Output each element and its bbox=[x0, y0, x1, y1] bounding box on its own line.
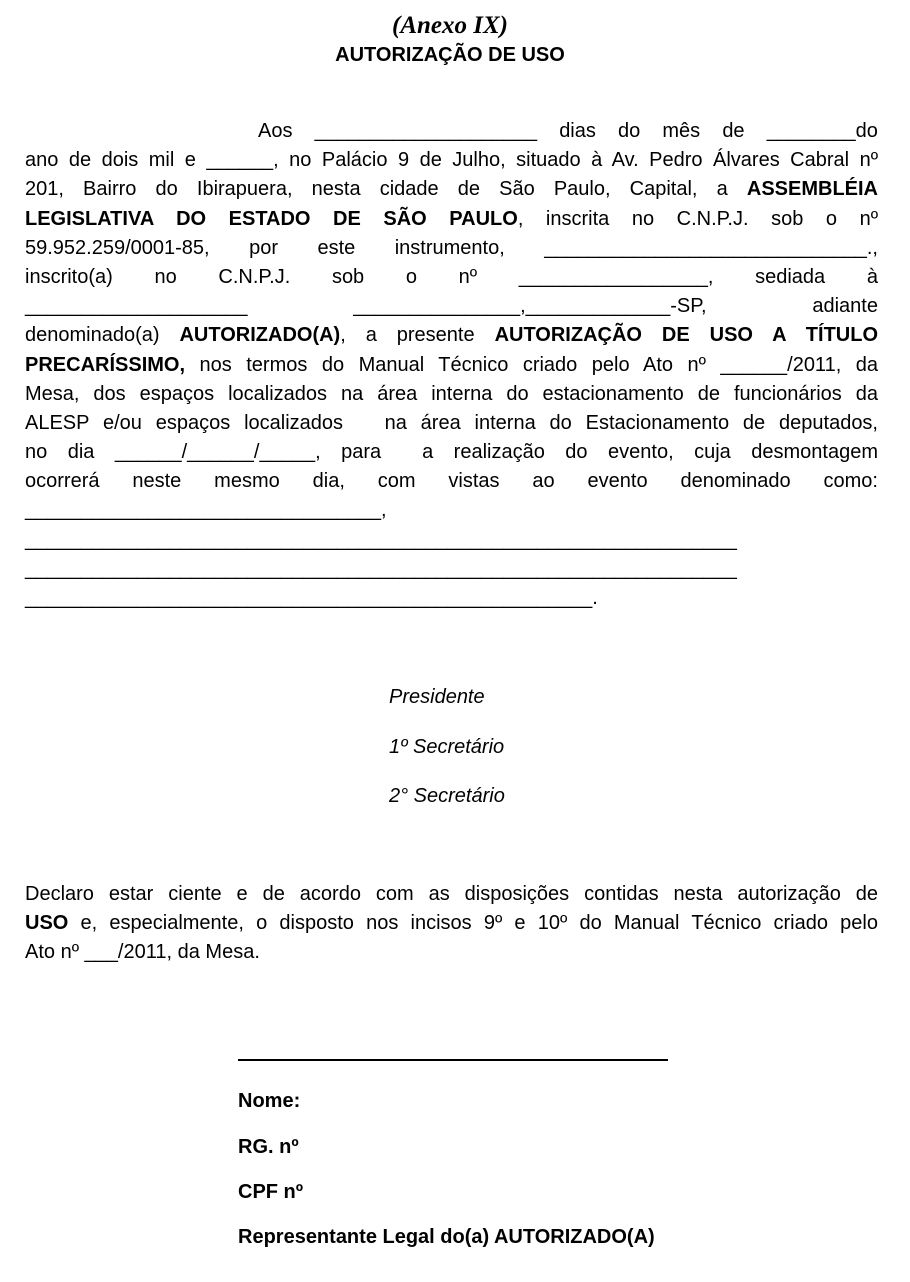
word[interactable]: _____________________________., bbox=[544, 236, 878, 259]
word: adiante bbox=[812, 295, 878, 318]
word: 59.952.259/0001-85, bbox=[25, 236, 210, 259]
line-text: 201, Bairro do Ibirapuera, nesta cidade de São Paulo, Capital, a bbox=[25, 178, 747, 201]
word: por bbox=[249, 236, 278, 259]
cpf-label: CPF nº bbox=[238, 1181, 304, 1203]
word: este bbox=[317, 236, 356, 259]
paragraph-line-5 bbox=[25, 234, 878, 263]
word: do bbox=[618, 120, 641, 142]
word: de bbox=[722, 120, 745, 142]
authorization-type: AUTORIZAÇÃO DE USO A TÍTULO bbox=[494, 324, 879, 347]
annex-heading: (Anexo IX) bbox=[392, 12, 508, 39]
word: vistas bbox=[448, 470, 500, 493]
word: evento bbox=[587, 470, 648, 493]
signatory-second-secretary: 2° Secretário bbox=[389, 785, 505, 807]
word: ao bbox=[532, 470, 555, 493]
word: nº bbox=[458, 265, 478, 288]
signatory-first-secretary: 1º Secretário bbox=[389, 736, 505, 758]
word[interactable]: ____________________ bbox=[314, 120, 538, 142]
document-title: AUTORIZAÇÃO DE USO bbox=[335, 44, 565, 66]
line-text: denominado(a) bbox=[25, 324, 180, 347]
representative-label: Representante Legal do(a) AUTORIZADO(A) bbox=[238, 1226, 655, 1248]
paragraph-line-8 bbox=[25, 321, 878, 350]
event-name-blank[interactable]: ________________________________, bbox=[25, 499, 387, 522]
word: C.N.P.J. bbox=[218, 265, 291, 288]
paragraph-line-9 bbox=[25, 351, 878, 380]
paragraph-line-12: no dia ______/______/_____, para a realização do evento, cuja desmontagem bbox=[25, 441, 878, 464]
word: mesmo bbox=[214, 470, 280, 493]
word: com bbox=[377, 470, 416, 493]
paragraph-line-6 bbox=[25, 263, 878, 292]
declaration-line-3: Ato nº ___/2011, da Mesa. bbox=[25, 941, 260, 964]
word: no bbox=[154, 265, 177, 288]
word: ocorrerá bbox=[25, 470, 100, 493]
paragraph-line-13 bbox=[25, 467, 878, 496]
word[interactable]: _______________,_____________-SP, bbox=[353, 295, 707, 318]
authorized-party: AUTORIZADO(A) bbox=[179, 324, 341, 347]
paragraph-line-10: Mesa, dos espaços localizados na área interna do estacionamento de funcionários da bbox=[25, 382, 878, 405]
paragraph-line-3 bbox=[25, 175, 878, 204]
word: como: bbox=[823, 470, 878, 493]
line-text: , a presente bbox=[340, 324, 495, 347]
authorization-type: PRECARÍSSIMO, bbox=[25, 353, 186, 376]
paragraph-line-1 bbox=[25, 117, 878, 146]
word: o bbox=[405, 265, 417, 288]
authorization-paragraph bbox=[25, 117, 878, 613]
event-description-blank-3[interactable]: ___________________________________________________. bbox=[25, 587, 598, 609]
word[interactable]: _________________, bbox=[518, 265, 714, 288]
word: dia, bbox=[312, 470, 345, 493]
word: à bbox=[866, 265, 878, 288]
event-description-blank-2[interactable]: ________________________________________________________________ bbox=[25, 557, 737, 580]
word: inscrito(a) bbox=[25, 265, 113, 288]
declaration-paragraph bbox=[25, 880, 878, 968]
paragraph-line-11: ALESP e/ou espaços localizados na área interna do Estacionamento de deputados, bbox=[25, 411, 878, 434]
word[interactable]: ____________________ bbox=[25, 295, 248, 318]
line-text: nos termos do Manual Técnico criado pelo Ato nº ______/2011, da bbox=[185, 353, 878, 376]
word: instrumento, bbox=[394, 236, 505, 259]
institution-name: LEGISLATIVA DO ESTADO DE SÃO PAULO bbox=[25, 207, 518, 230]
use-keyword: USO bbox=[25, 912, 69, 935]
word: sob bbox=[331, 265, 365, 288]
name-label: Nome: bbox=[238, 1090, 301, 1112]
word: Aos bbox=[258, 120, 293, 142]
declaration-line-1: Declaro estar ciente e de acordo com as disposições contidas nesta autorização de bbox=[25, 883, 878, 905]
paragraph-line-2: ano de dois mil e ______, no Palácio 9 de Julho, situado à Av. Pedro Álvares Cabral nº bbox=[25, 149, 878, 172]
institution-name: ASSEMBLÉIA bbox=[746, 178, 878, 201]
word: mês bbox=[662, 120, 701, 142]
signatory-president: Presidente bbox=[389, 686, 485, 708]
word: sediada bbox=[755, 265, 826, 288]
word: dias bbox=[559, 120, 596, 142]
declaration-line-2 bbox=[25, 909, 878, 938]
line-text: e, especialmente, o disposto nos incisos 9º e 10º do Manual Técnico criado pelo bbox=[68, 912, 878, 935]
word: neste bbox=[132, 470, 182, 493]
event-description-blank-1[interactable]: ________________________________________________________________ bbox=[25, 528, 737, 551]
paragraph-line-7 bbox=[25, 292, 878, 321]
line-text: , inscrita no C.N.P.J. sob o nº bbox=[517, 207, 878, 230]
rg-label: RG. nº bbox=[238, 1136, 299, 1158]
word[interactable]: ________do bbox=[766, 120, 878, 142]
signature-line[interactable] bbox=[238, 1059, 668, 1061]
paragraph-line-4 bbox=[25, 205, 878, 234]
word: denominado bbox=[680, 470, 791, 493]
